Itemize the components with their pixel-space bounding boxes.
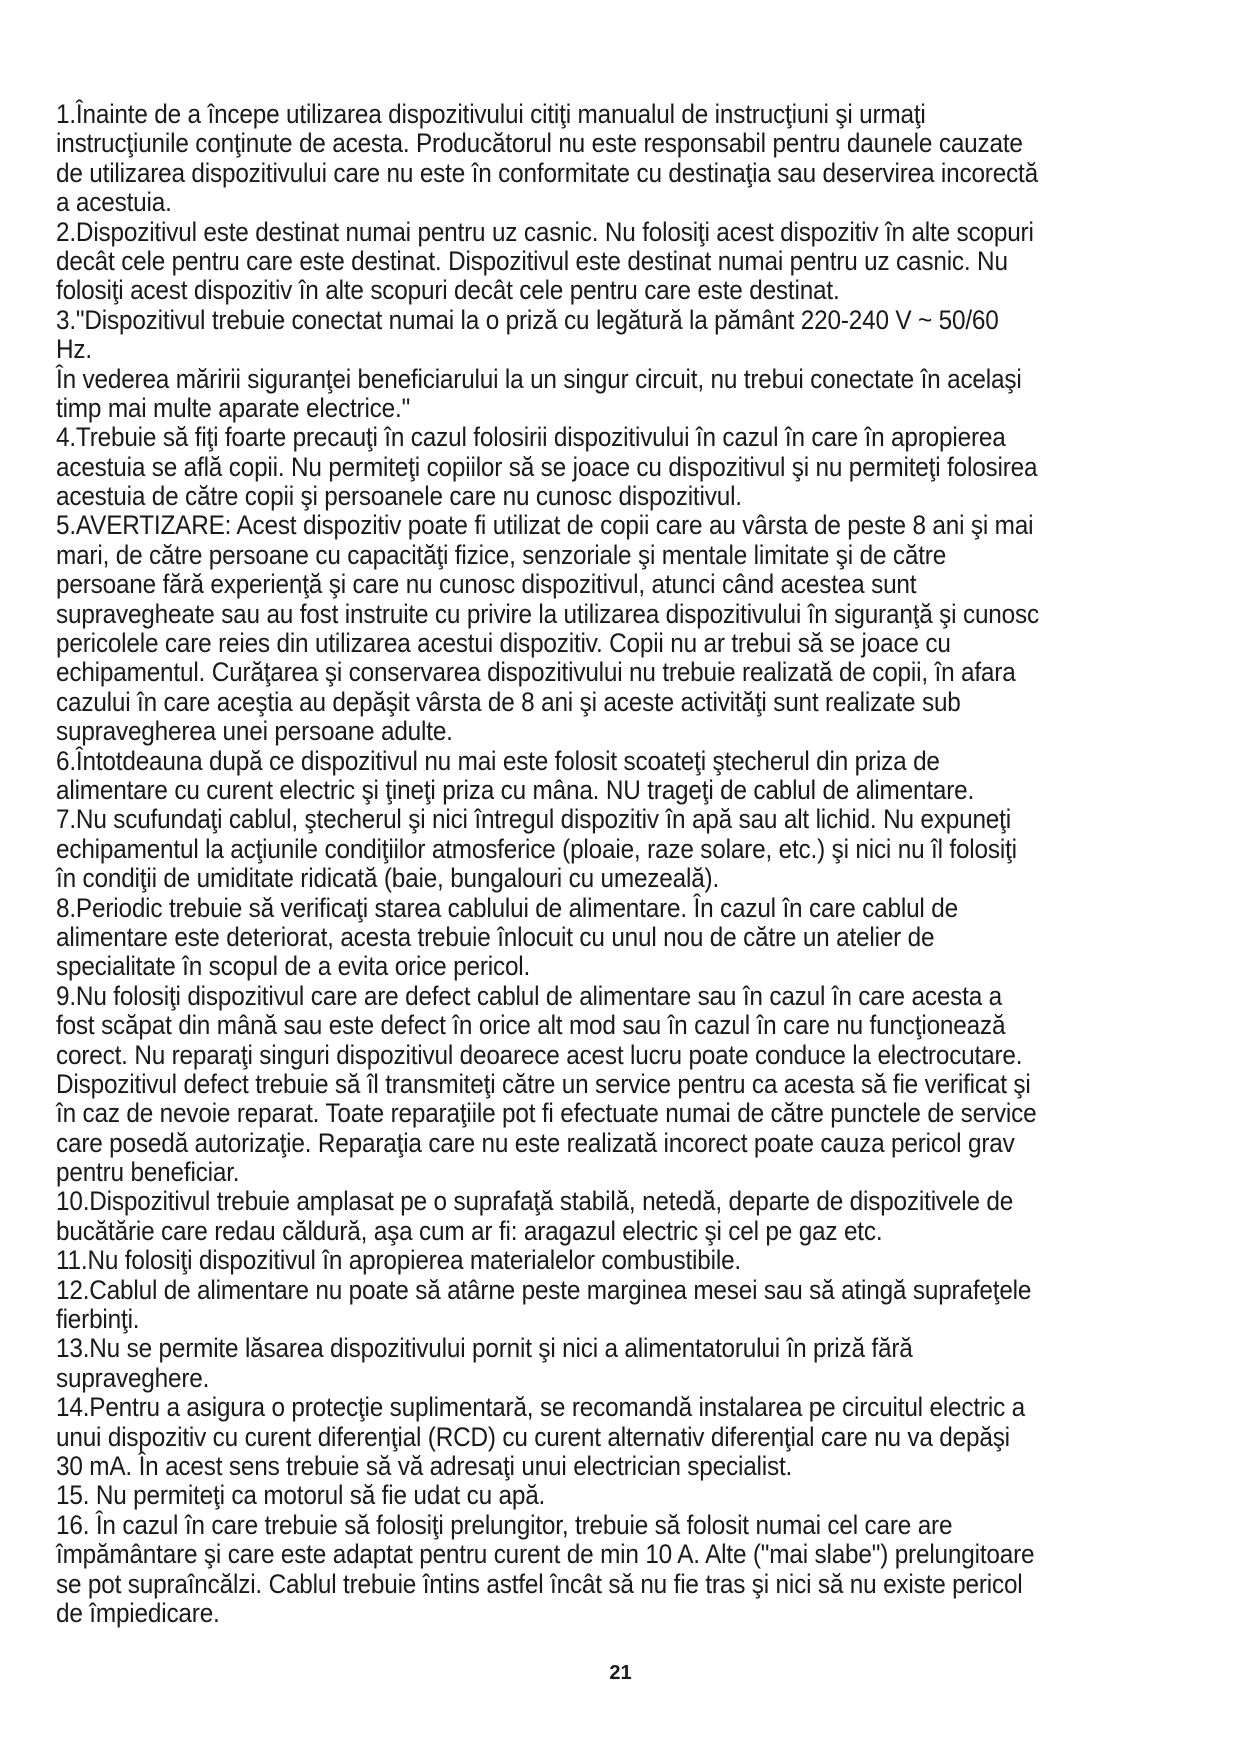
text-line: specialitate în scopul de a evita orice pericol. (56, 951, 531, 982)
text-line: 1.Înainte de a începe utilizarea dispozitivului citiţi manualul de instrucţiuni şi urmaţi (56, 99, 926, 129)
text-line: 2.Dispozitivul este destinat numai pentru uz casnic. Nu folosiţi acest dispozitiv în alte scopuri (56, 216, 1034, 247)
text-line: Dispozitivul defect trebuie să îl transmiteţi către un service pentru ca acesta să fie verificat şi (56, 1068, 1031, 1099)
page-number: 21 (609, 1662, 632, 1684)
text-line: 11.Nu folosiţi dispozitivul în apropierea materialelor combustibile. (56, 1245, 742, 1276)
text-line: în caz de nevoie reparat. Toate reparaţiile pot fi efectuate numai de către punctele de service (56, 1098, 1037, 1129)
text-line: 14.Pentru a asigura o protecţie suplimentară, se recomandă instalarea pe circuitul electric a (56, 1392, 1026, 1423)
text-line: pericolele care reies din utilizarea acestui dispozitiv. Copii nu ar trebui să se joace cu (56, 628, 951, 659)
text-line: supravegherea unei persoane adulte. (56, 716, 453, 747)
text-line: 4.Trebuie să fiţi foarte precauţi în cazul folosirii dispozitivului în cazul în care în apropierea (56, 422, 1006, 453)
text-line: se pot supraîncălzi. Cablul trebuie întins astfel încât să nu fie tras şi nici să nu existe pericol (56, 1568, 1023, 1599)
text-line: folosiţi acest dispozitiv în alte scopuri decât cele pentru care este destinat. (56, 275, 840, 306)
text-line: 6.Întotdeauna după ce dispozitivul nu mai este folosit scoateţi ştecherul din priza de (56, 745, 940, 776)
text-line: de utilizarea dispozitivului care nu este în conformitate cu destinaţia sau deservirea incorectă (56, 157, 1038, 188)
text-line: 16. În cazul în care trebuie să folosiţi prelungitor, trebuie să folosit numai cel care are (56, 1509, 953, 1540)
text-line: acestuia de către copii şi persoanele care nu cunosc dispozitivul. (56, 481, 742, 512)
text-line: cazului în care aceştia au depăşit vârsta de 8 ani şi aceste activităţi sunt realizate sub (56, 686, 961, 717)
instructions-text (56, 100, 1188, 1628)
text-line: timp mai multe aparate electrice." (56, 392, 411, 423)
text-line: decât cele pentru care este destinat. Dispozitivul este destinat numai pentru uz casnic. Nu (56, 245, 1008, 276)
text-line: 15. Nu permiteţi ca motorul să fie udat cu apă. (56, 1480, 546, 1511)
text-line: 10.Dispozitivul trebuie amplasat pe o suprafaţă stabilă, netedă, departe de dispozitivele de (56, 1186, 1014, 1217)
text-line: În vederea măririi siguranţei beneficiarului la un singur circuit, nu trebui conectate în acelaşi (56, 363, 1022, 394)
text-line: corect. Nu reparaţi singuri dispozitivul deoarece acest lucru poate conduce la electrocutare. (56, 1039, 1023, 1070)
text-line: fierbinţi. (56, 1304, 140, 1335)
text-line: alimentare cu curent electric şi ţineţi priza cu mâna. NU trageţi de cablul de alimentare. (56, 774, 975, 805)
text-line: Hz. (56, 334, 92, 365)
text-line: mari, de către persoane cu capacităţi fizice, senzoriale şi mentale limitate şi de către (56, 539, 947, 570)
text-line: supravegheate sau au fost instruite cu privire la utilizarea dispozitivului în siguranţă şi cunosc (56, 598, 1039, 629)
text-line: 8.Periodic trebuie să verificaţi starea cablului de alimentare. În cazul în care cablul de (56, 892, 958, 923)
text-line: instrucţiunile conţinute de acesta. Producătorul nu este responsabil pentru daunele cauzate (56, 128, 1023, 159)
text-line: care posedă autorizaţie. Reparaţia care nu este realizată incorect poate cauza pericol grav (56, 1127, 1015, 1158)
text-line: alimentare este deteriorat, acesta trebuie înlocuit cu unul nou de către un atelier de (56, 921, 935, 952)
text-line: echipamentul. Curăţarea şi conservarea dispozitivului nu trebuie realizată de copii, în afara (56, 657, 1016, 688)
text-line: bucătărie care redau căldură, aşa cum ar fi: aragazul electric şi cel pe gaz etc. (56, 1215, 883, 1246)
text-line: a acestuia. (56, 187, 172, 218)
text-line: echipamentul la acţiunile condiţiilor atmosferice (ploaie, raze solare, etc.) şi nici nu îl folosiţi (56, 833, 1017, 864)
text-line: de împiedicare. (56, 1597, 220, 1628)
text-line: pentru beneficiar. (56, 1157, 240, 1188)
text-line: 3."Dispozitivul trebuie conectat numai la o priză cu legătură la pământ 220-240 V ~ 50/60 (56, 304, 999, 335)
text-line: împământare şi care este adaptat pentru curent de min 10 A. Alte ("mai slabe") prelungitoare (56, 1539, 1035, 1570)
text-line: 5.AVERTIZARE: Acest dispozitiv poate fi utilizat de copii care au vârsta de peste 8 ani şi mai (56, 510, 1034, 541)
text-line: 7.Nu scufundaţi cablul, ştecherul şi nici întregul dispozitiv în apă sau alt lichid. Nu expuneţi (56, 804, 1011, 835)
text-line: 12.Cablul de alimentare nu poate să atârne peste marginea mesei sau să atingă suprafeţele (56, 1274, 1032, 1305)
text-line: fost scăpat din mână sau este defect în orice alt mod sau în cazul în care nu funcţionează (56, 1010, 1006, 1041)
text-line: în condiţii de umiditate ridicată (baie, bungalouri cu umezeală). (56, 863, 720, 894)
text-line: 13.Nu se permite lăsarea dispozitivului pornit şi nici a alimentatorului în priză fără (56, 1333, 913, 1364)
text-line: 30 mA. În acest sens trebuie să vă adresaţi unui electrician specialist. (56, 1450, 793, 1481)
text-line: 9.Nu folosiţi dispozitivul care are defect cablul de alimentare sau în cazul în care acesta a (56, 980, 1003, 1011)
text-line: persoane fără experienţă şi care nu cunosc dispozitivul, atunci când acestea sunt (56, 569, 917, 600)
text-line: unui dispozitiv cu curent diferenţial (RCD) cu curent alternativ diferenţial care nu va depăşi (56, 1421, 1010, 1452)
text-line: supraveghere. (56, 1362, 210, 1393)
text-line: acestuia se află copii. Nu permiteţi copiilor să se joace cu dispozitivul şi nu permiteţi folosirea (56, 451, 1038, 482)
